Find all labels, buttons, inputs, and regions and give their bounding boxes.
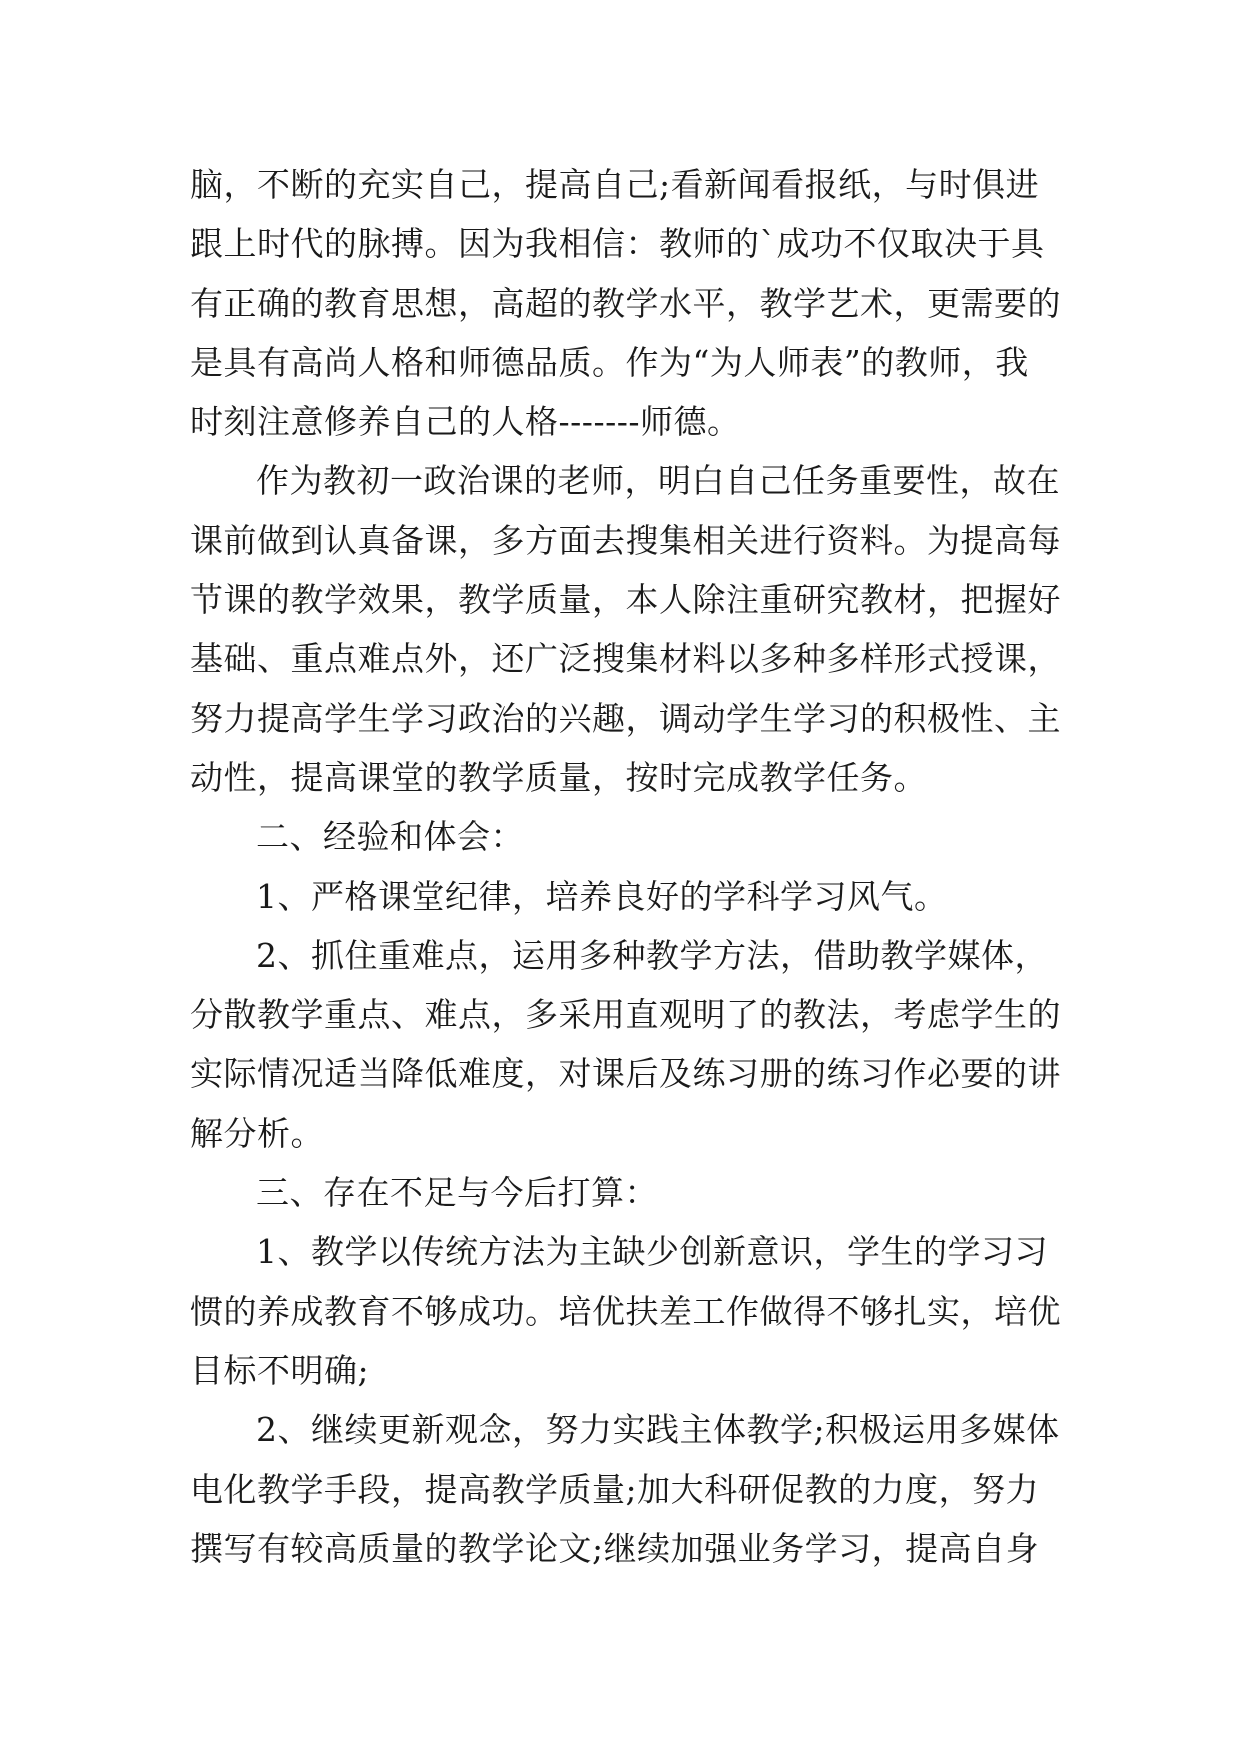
text-line: 解分析。	[190, 1113, 324, 1153]
section-heading: 二、经验和体会：	[256, 817, 524, 857]
text-line: 目标不明确;	[190, 1350, 370, 1390]
text-line: 基础、重点难点外，还广泛搜集材料以多种多样形式授课，	[190, 639, 1061, 679]
text-line: 节课的教学效果，教学质量，本人除注重研究教材，把握好	[190, 580, 1061, 620]
text-line: 努力提高学生学习政治的兴趣，调动学生学习的积极性、主	[190, 698, 1061, 738]
text-line: 时刻注意修养自己的人格-------师德。	[190, 402, 741, 442]
list-item: 2、继续更新观念，努力实践主体教学;积极运用多媒体	[256, 1410, 1060, 1450]
list-item: 1、严格课堂纪律，培养良好的学科学习风气。	[256, 876, 948, 916]
list-item: 2、抓住重难点，运用多种教学方法，借助教学媒体，	[256, 935, 1048, 975]
document-body	[190, 155, 1070, 1578]
text-line: 跟上时代的脉搏。因为我相信：教师的`成功不仅取决于具	[190, 224, 1045, 264]
text-line: 脑，不断的充实自己，提高自己;看新闻看报纸，与时俱进	[190, 165, 1040, 204]
text-line: 有正确的教育思想，高超的教学水平，教学艺术，更需要的	[190, 283, 1061, 323]
text-line: 动性，提高课堂的教学质量，按时完成教学任务。	[190, 757, 927, 797]
list-item: 1、教学以传统方法为主缺少创新意识，学生的学习习	[256, 1232, 1048, 1272]
section-heading: 三、存在不足与今后打算：	[256, 1173, 658, 1213]
text-line: 电化教学手段，提高教学质量;加大科研促教的力度，努力	[190, 1469, 1040, 1509]
text-line: 分散教学重点、难点，多采用直观明了的教法，考虑学生的	[190, 995, 1061, 1035]
text-line: 课前做到认真备课，多方面去搜集相关进行资料。为提高每	[190, 520, 1061, 560]
text-line: 惯的养成教育不够成功。培优扶差工作做得不够扎实，培优	[190, 1291, 1061, 1331]
text-line: 撰写有较高质量的教学论文;继续加强业务学习，提高自身	[190, 1528, 1040, 1568]
text-line: 是具有高尚人格和师德品质。作为“为人师表”的教师，我	[190, 342, 1029, 382]
paragraph-first-line: 作为教初一政治课的老师，明白自己任务重要性，故在	[256, 461, 1060, 501]
text-line: 实际情况适当降低难度，对课后及练习册的练习作必要的讲	[190, 1054, 1061, 1094]
